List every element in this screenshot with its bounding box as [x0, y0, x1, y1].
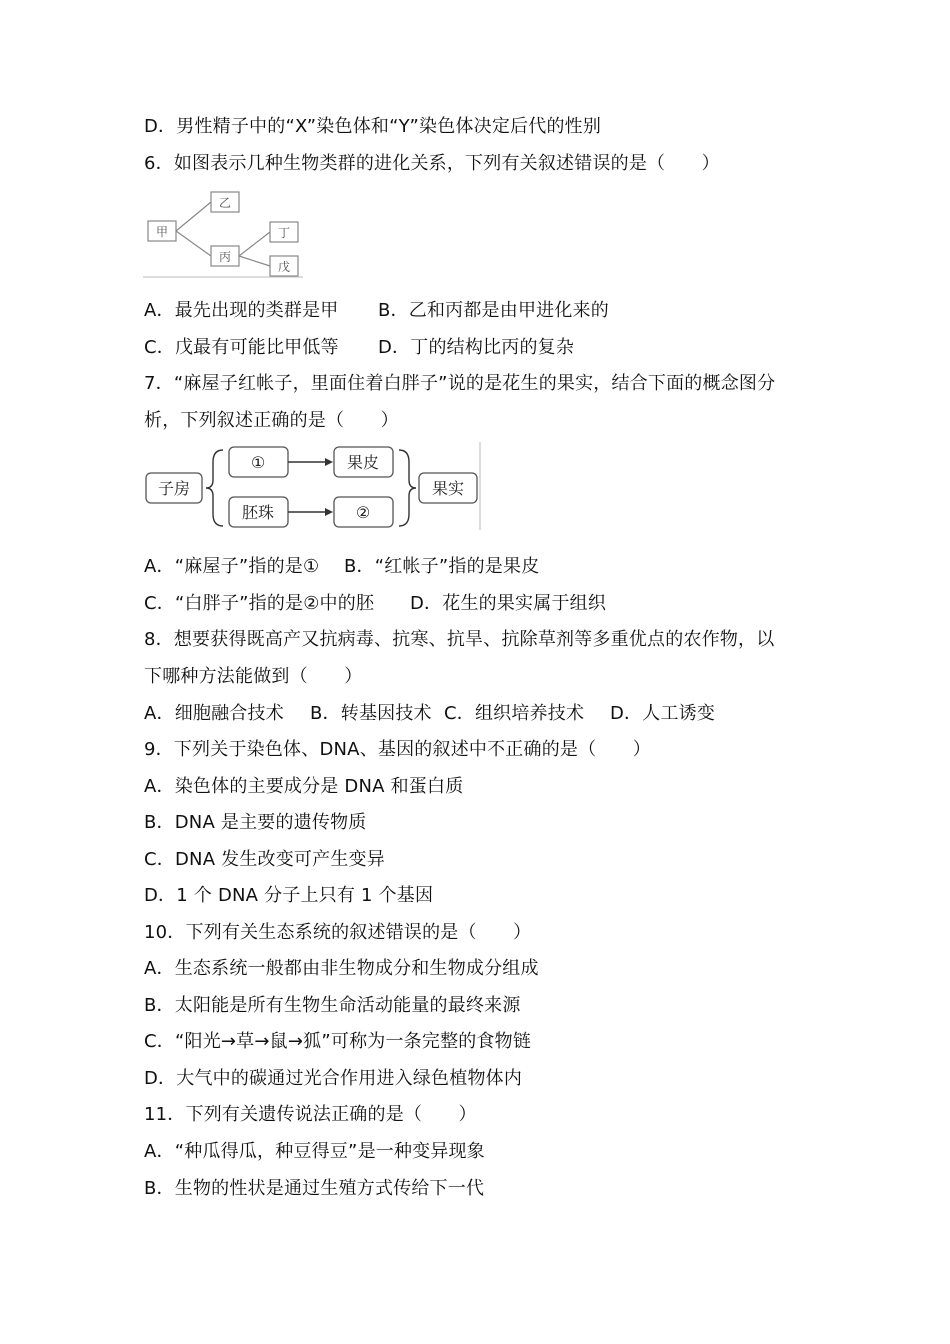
q9-option-a[interactable]: A．染色体的主要成分是 DNA 和蛋白质: [144, 776, 464, 797]
label-jia: 甲: [155, 225, 169, 239]
q10-option-a[interactable]: A．生态系统一般都由非生物成分和生物成分组成: [144, 958, 539, 979]
q11-option-b[interactable]: B．生物的性状是通过生殖方式传给下一代: [144, 1178, 485, 1199]
label-wu: 戊: [277, 260, 291, 274]
label-bing: 丙: [218, 250, 232, 264]
q7-options-row1: [144, 555, 539, 579]
label-circle1: ①: [250, 453, 266, 472]
label-ovary: 子房: [157, 479, 191, 498]
q9-option-b[interactable]: B．DNA 是主要的遗传物质: [144, 812, 367, 833]
q10-option-d[interactable]: D．大气中的碳通过光合作用进入绿色植物体内: [144, 1068, 523, 1089]
q8-options-row: [144, 702, 715, 726]
q8-stem-line2: 下哪种方法能做到（ ）: [144, 666, 363, 687]
q8-option-b[interactable]: B．转基因技术: [310, 703, 432, 724]
q6-evolution-diagram: [143, 188, 303, 280]
q8-option-c[interactable]: C．组织培养技术: [444, 703, 585, 724]
q6-options-row1: [144, 299, 609, 323]
q7-concept-map: [143, 442, 483, 530]
label-yi: 乙: [218, 196, 232, 210]
q6-options-row2: [144, 336, 574, 360]
label-pericarp: 果皮: [346, 453, 380, 472]
q9-stem: 9．下列关于染色体、DNA、基因的叙述中不正确的是（ ）: [144, 739, 651, 760]
label-ovule: 胚珠: [241, 503, 275, 522]
q7-stem-line2: 析，下列叙述正确的是（ ）: [144, 410, 399, 431]
q7-option-d[interactable]: D．花生的果实属于组织: [410, 593, 607, 614]
q10-stem: 10．下列有关生态系统的叙述错误的是（ ）: [144, 922, 532, 943]
q6-option-b[interactable]: B．乙和丙都是由甲进化来的: [378, 300, 609, 321]
label-circle2: ②: [355, 503, 371, 522]
q8-option-a[interactable]: A．细胞融合技术: [144, 703, 284, 724]
q11-stem: 11．下列有关遗传说法正确的是（ ）: [144, 1104, 477, 1125]
q11-option-a[interactable]: A．“种瓜得瓜，种豆得豆”是一种变异现象: [144, 1141, 485, 1162]
q7-options-row2: [144, 592, 606, 616]
q7-option-b[interactable]: B．“红帐子”指的是果皮: [344, 556, 540, 577]
q7-stem-line1: 7．“麻屋子红帐子，里面住着白胖子”说的是花生的果实，结合下面的概念图分: [144, 373, 776, 394]
q7-option-a[interactable]: A．“麻屋子”指的是①: [144, 556, 320, 577]
q6-option-c[interactable]: C．戊最有可能比甲低等: [144, 337, 339, 358]
label-ding: 丁: [277, 226, 291, 240]
q10-option-c[interactable]: C．“阳光→草→鼠→狐”可称为一条完整的食物链: [144, 1031, 532, 1052]
q6-stem: 6．如图表示几种生物类群的进化关系，下列有关叙述错误的是（ ）: [144, 153, 720, 174]
q5-option-d: D．男性精子中的“X”染色体和“Y”染色体决定后代的性别: [144, 116, 602, 137]
q8-option-d[interactable]: D．人工诱变: [610, 703, 716, 724]
q10-option-b[interactable]: B．太阳能是所有生物生命活动能量的最终来源: [144, 995, 521, 1016]
q9-option-d[interactable]: D．1 个 DNA 分子上只有 1 个基因: [144, 885, 434, 906]
q7-option-c[interactable]: C．“白胖子”指的是②中的胚: [144, 593, 375, 614]
q6-option-d[interactable]: D．丁的结构比丙的复杂: [378, 337, 575, 358]
label-fruit: 果实: [431, 479, 465, 498]
q6-option-a[interactable]: A．最先出现的类群是甲: [144, 300, 339, 321]
q9-option-c[interactable]: C．DNA 发生改变可产生变异: [144, 849, 385, 870]
q8-stem-line1: 8．想要获得既高产又抗病毒、抗寒、抗旱、抗除草剂等多重优点的农作物，以: [144, 629, 775, 650]
